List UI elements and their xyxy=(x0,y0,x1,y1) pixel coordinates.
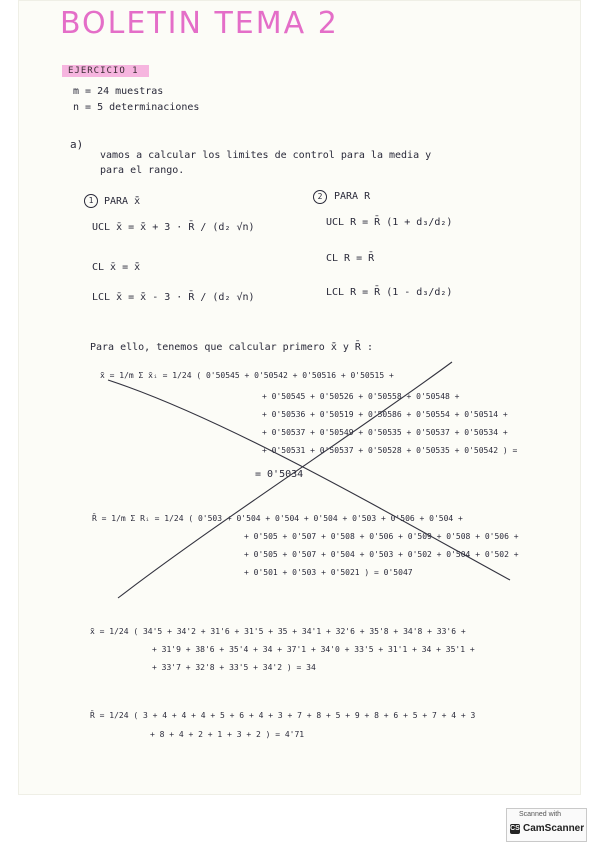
section-1-ucl: UCL x̄ = x̄̄ + 3 · R̄ / (d₂ √n) xyxy=(92,222,255,233)
intro-line-2: para el rango. xyxy=(100,165,185,176)
rbar2-line-2: + 8 + 4 + 2 + 1 + 3 + 2 ) = 4'71 xyxy=(150,730,305,739)
rbar-line-4: + 0'501 + 0'503 + 0'5021 ) = 0'5047 xyxy=(244,568,413,577)
section-1-header: PARA x̄̄ xyxy=(104,196,141,207)
section-1-number: 1 xyxy=(84,194,98,208)
xbar-line-1: x̄̄ = 1/m Σ x̄ᵢ = 1/24 ( 0'50545 + 0'50542 + 0'50516 + 0'50515 + xyxy=(100,371,394,380)
section-1-cl: CL x̄ = x̄̄ xyxy=(92,262,141,273)
xbar-line-4: + 0'50537 + 0'50549 + 0'50535 + 0'50537 + 0'50534 + xyxy=(262,428,508,437)
part-a-label: a) xyxy=(70,138,84,151)
exercise-label: EJERCICIO 1 xyxy=(62,65,149,77)
camscanner-logo-icon: CS xyxy=(510,825,520,832)
section-2-ucl: UCL R = R̄ (1 + d₃/d₂) xyxy=(326,217,453,228)
section-2-number: 2 xyxy=(313,190,327,204)
para-text: Para ello, tenemos que calcular primero x̄̄ y R̄ : xyxy=(90,342,373,353)
rbar-line-1: R̄ = 1/m Σ Rᵢ = 1/24 ( 0'503 + 0'504 + 0'504 + 0'504 + 0'503 + 0'506 + 0'504 + xyxy=(92,514,463,523)
camscanner-watermark xyxy=(506,808,587,842)
watermark-line-2: CamScanner xyxy=(523,823,585,834)
rbar2-line-1: R̄ = 1/24 ( 3 + 4 + 4 + 4 + 5 + 6 + 4 + 3 + 7 + 8 + 5 + 9 + 8 + 6 + 5 + 7 + 4 + 3 xyxy=(90,711,476,720)
watermark-line-1: Scanned with xyxy=(519,811,562,818)
section-2-header: PARA R xyxy=(334,191,371,202)
intro-line-1: vamos a calcular los limites de control para la media y xyxy=(100,150,432,161)
xbar-line-3: + 0'50536 + 0'50519 + 0'50586 + 0'50554 + 0'50514 + xyxy=(262,410,508,419)
section-1-lcl: LCL x̄ = x̄̄ - 3 · R̄ / (d₂ √n) xyxy=(92,292,255,303)
section-2-lcl: LCL R = R̄ (1 - d₃/d₂) xyxy=(326,287,453,298)
given-m: m = 24 muestras xyxy=(73,86,164,97)
given-n: n = 5 determinaciones xyxy=(73,102,200,113)
xbar2-line-3: + 33'7 + 32'8 + 33'5 + 34'2 ) = 34 xyxy=(152,663,316,672)
xbar2-line-1: x̄̄ = 1/24 ( 34'5 + 34'2 + 31'6 + 31'5 + 35 + 34'1 + 32'6 + 35'8 + 34'8 + 33'6 + xyxy=(90,627,466,636)
xbar-line-5: + 0'50531 + 0'50537 + 0'50528 + 0'50535 + 0'50542 ) = xyxy=(262,446,518,455)
xbar-result: = 0'5034 xyxy=(255,469,304,480)
xbar-line-2: + 0'50545 + 0'50526 + 0'50558 + 0'50548 + xyxy=(262,392,460,401)
rbar-line-3: + 0'505 + 0'507 + 0'504 + 0'503 + 0'502 + 0'504 + 0'502 + xyxy=(244,550,519,559)
page-title: BOLETIN TEMA 2 xyxy=(60,6,339,41)
section-2-cl: CL R = R̄ xyxy=(326,253,375,264)
xbar2-line-2: + 31'9 + 38'6 + 35'4 + 34 + 37'1 + 34'0 + 33'5 + 31'1 + 34 + 35'1 + xyxy=(152,645,475,654)
rbar-line-2: + 0'505 + 0'507 + 0'508 + 0'506 + 0'509 + 0'508 + 0'506 + xyxy=(244,532,519,541)
